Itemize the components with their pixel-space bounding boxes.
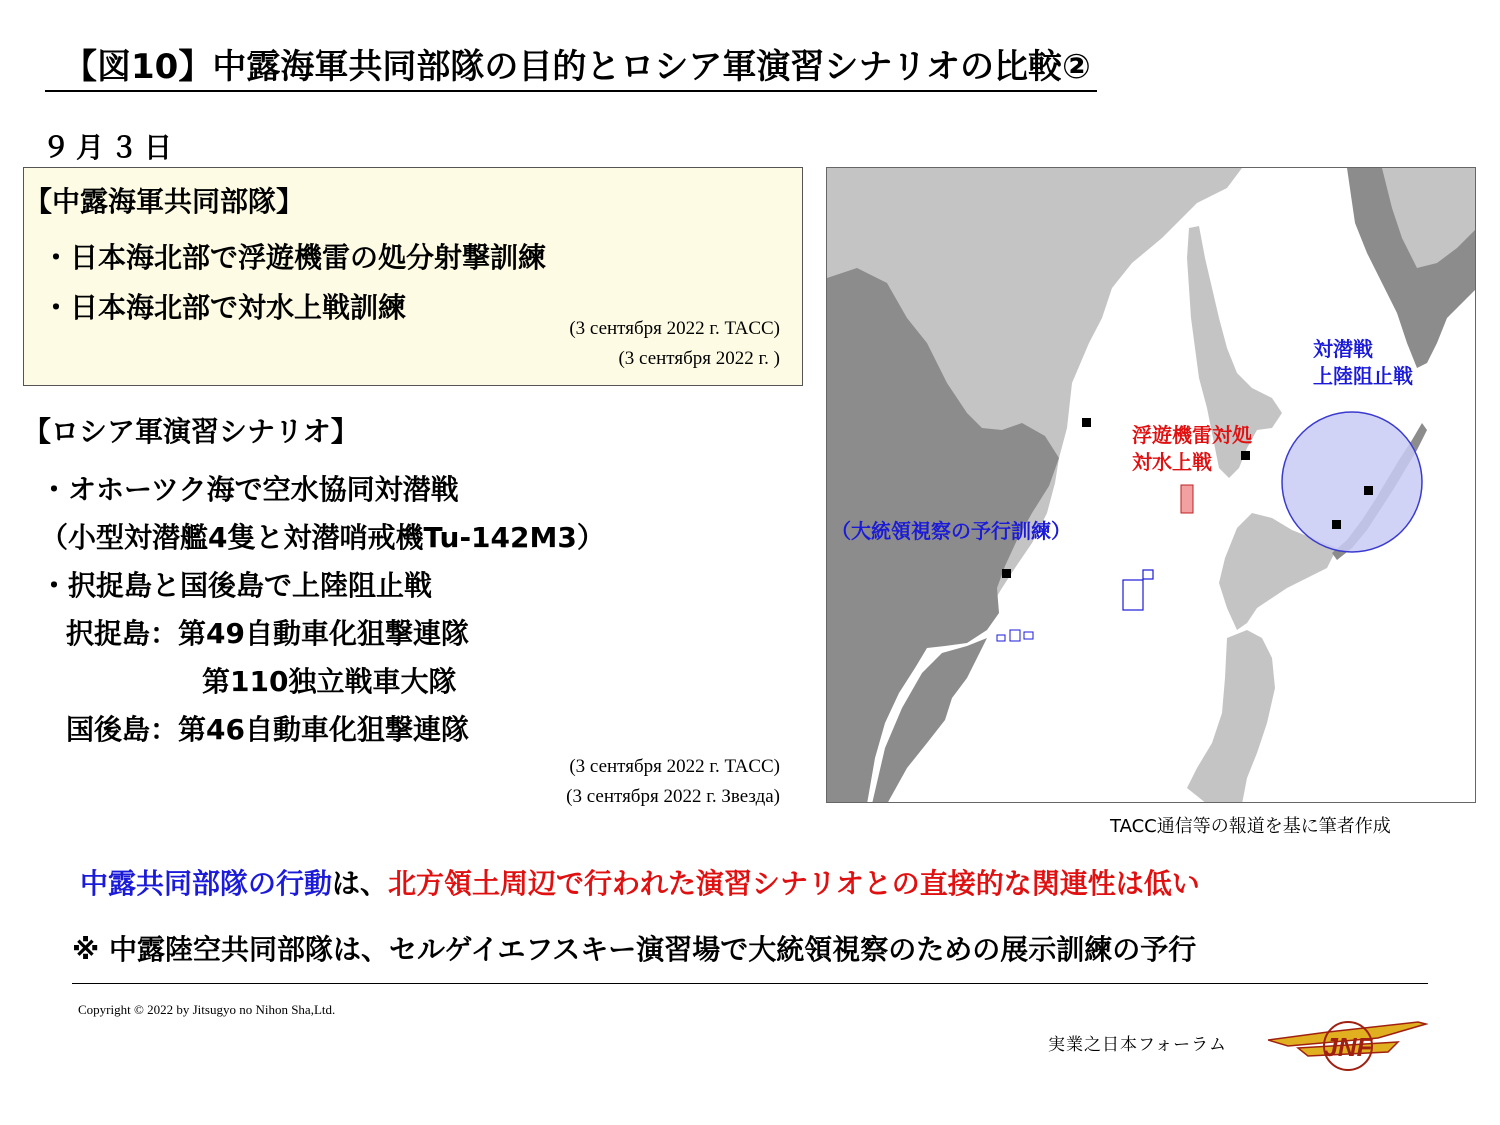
scenario-heading: 【ロシア軍演習シナリオ】: [23, 415, 359, 448]
coast-box-3: [1024, 632, 1033, 639]
mine-drill-area: [1181, 485, 1193, 513]
joint-unit-heading: 【中露海軍共同部隊】: [24, 185, 305, 218]
preview-area-box-2: [1143, 570, 1153, 579]
joint-unit-source-2: (3 сентября 2022 г. ): [618, 348, 780, 369]
scenario-source-2: (3 сентября 2022 г. Звезда): [566, 786, 780, 807]
scenario-line-1: ・オホーツク海で空水協同対潜戦: [40, 473, 459, 506]
note: ※ 中露陸空共同部隊は、セルゲイエフスキー演習場で大統領視察のための展示訓練の予行: [72, 933, 1197, 966]
scenario-line-3: ・択捉島と国後島で上陸阻止戦: [40, 569, 433, 602]
conclusion-blue: 中露共同部隊の行動: [80, 867, 333, 900]
coast-box-2: [1010, 630, 1020, 641]
marker-iturup: [1364, 486, 1373, 495]
region-map: [826, 167, 1476, 803]
joint-unit-box: [23, 167, 803, 386]
scenario-line-4: 択捉島：第49自動車化狙撃連隊: [66, 617, 469, 650]
map-label-antisub: 対潜戦 上陸阻止戦: [1313, 337, 1413, 388]
marker-vladivostok: [1002, 569, 1011, 578]
marker-khabarovsk: [1082, 418, 1091, 427]
scenario-line-6: 国後島：第46自動車化狙撃連隊: [66, 713, 469, 746]
jnf-logo: [1268, 1018, 1428, 1074]
footer-rule: [72, 983, 1428, 984]
joint-unit-source-1: (3 сентября 2022 г. TACC): [569, 318, 780, 339]
scenario-source-1: (3 сентября 2022 г. TACC): [569, 756, 780, 777]
map-graphic: [827, 168, 1476, 803]
copyright: Copyright © 2022 by Jitsugyo no Nihon Sha,Ltd.: [78, 1002, 336, 1017]
scenario-line-5: 第110独立戦車大隊: [202, 665, 457, 698]
map-credit: TACC通信等の報道を基に筆者作成: [1110, 816, 1391, 837]
brand-name: 実業之日本フォーラム: [1048, 1035, 1227, 1055]
preview-area-box-1: [1123, 580, 1143, 610]
map-honshu: [1187, 630, 1275, 803]
coast-box-1: [997, 635, 1005, 641]
scenario-line-2: （小型対潜艦4隻と対潜哨戒機Tu-142M3）: [40, 521, 605, 554]
conclusion: [80, 862, 1200, 902]
conclusion-red: 北方領土周辺で行われた演習シナリオとの直接的な関連性は低い: [388, 867, 1200, 900]
logo-text: JNF: [1323, 1032, 1373, 1062]
antisub-area-circle: [1282, 412, 1422, 552]
joint-unit-item-2: ・日本海北部で対水上戦訓練: [42, 291, 407, 324]
map-label-mine: 浮遊機雷対処 対水上戦: [1132, 423, 1252, 474]
map-label-preview: （大統領視察の予行訓練）: [831, 519, 1071, 543]
marker-kunashir: [1332, 520, 1341, 529]
conclusion-black: は、: [332, 867, 389, 900]
page-title: 【図10】中露海軍共同部隊の目的とロシア軍演習シナリオの比較②: [45, 46, 1097, 92]
joint-unit-item-1: ・日本海北部で浮遊機雷の処分射撃訓練: [42, 241, 547, 274]
date-label: ９月３日: [42, 131, 179, 164]
